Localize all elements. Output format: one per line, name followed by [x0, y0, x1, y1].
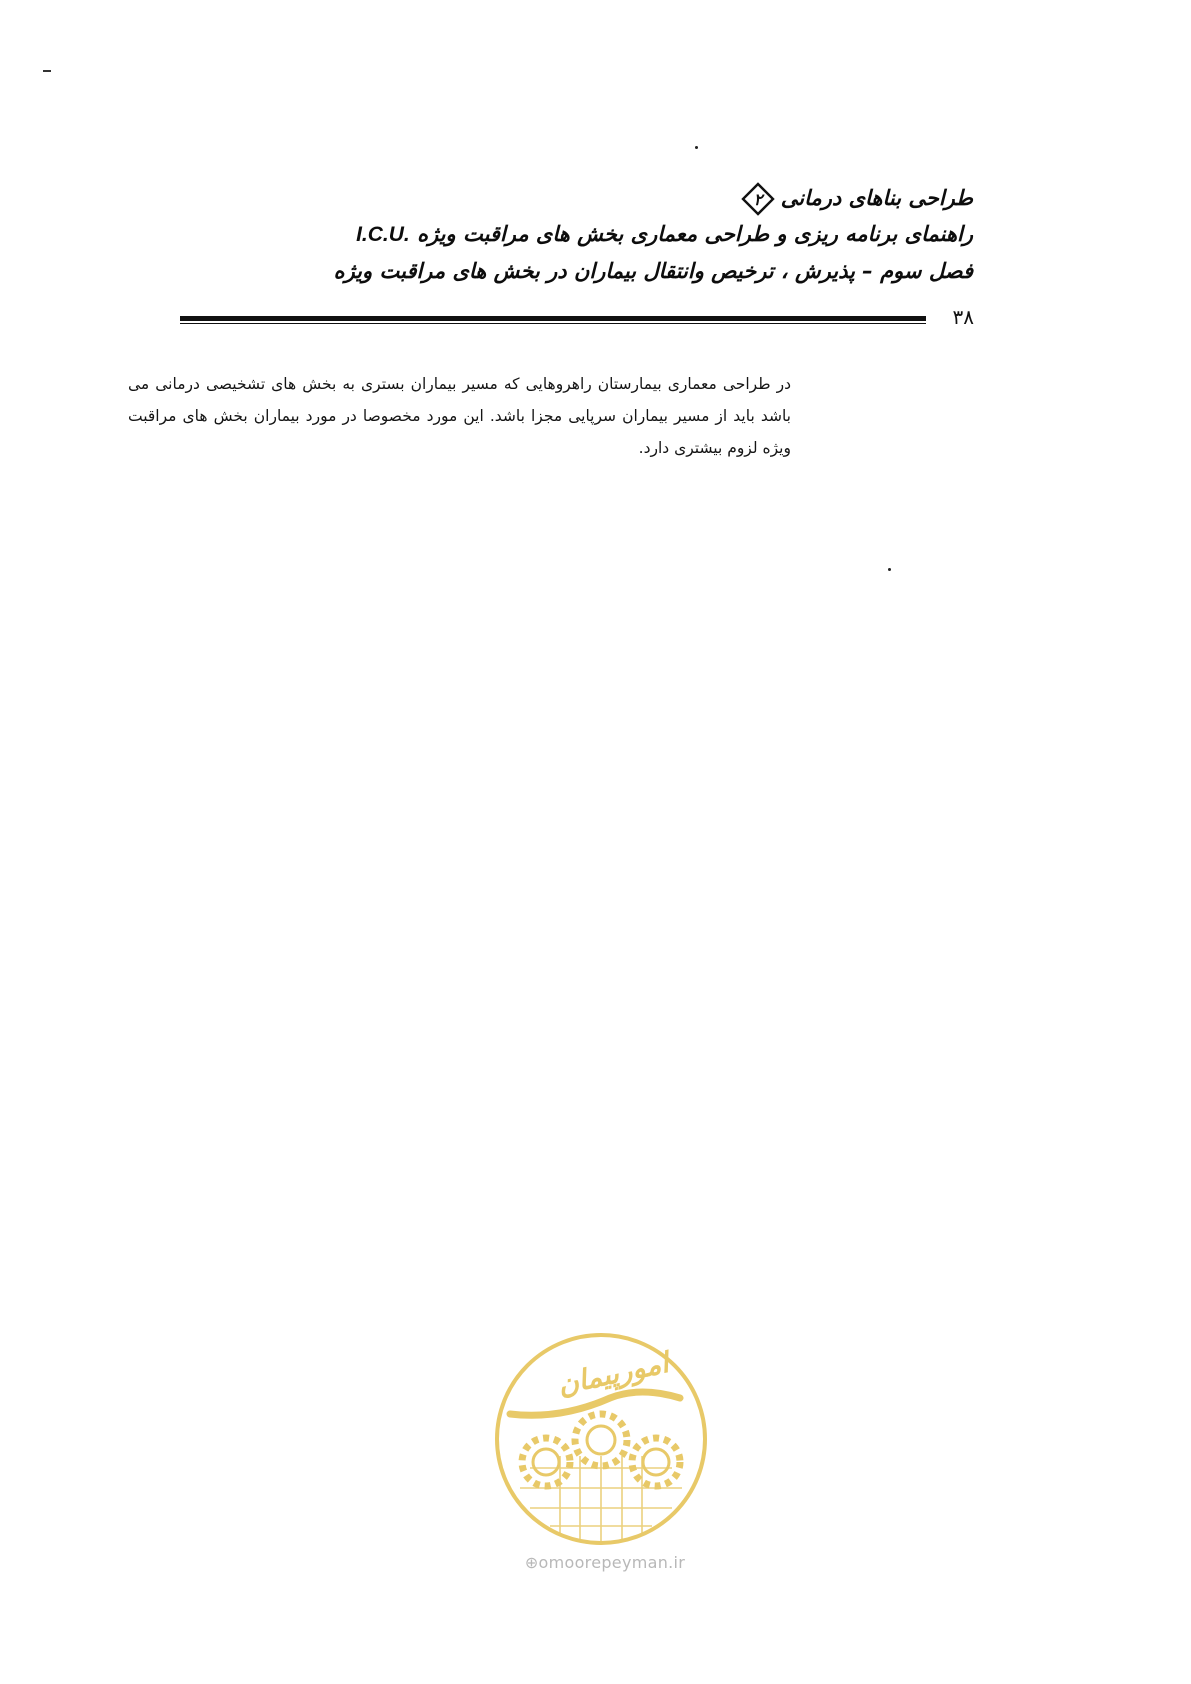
page-number: ۳۸	[952, 305, 974, 329]
series-number: ۲	[753, 190, 763, 209]
header-rule-thick	[180, 316, 926, 321]
body-paragraph: در طراحی معماری بیمارستان راهروهایی که مسیر بیماران بستری به بخش های تشخیصی درمانی می باشد باید از مسیر بیماران سرپایی مجزا باشد. این مورد مخصوصا در مورد بیماران بخش های مراقبت ویژه لزوم بیشتری دارد.	[128, 375, 791, 457]
subtitle-line	[213, 216, 973, 253]
header-rule-thin	[180, 323, 926, 324]
globe-icon: ⊕	[524, 1553, 539, 1572]
series-title-line	[213, 180, 973, 216]
subtitle-tag: I.C.U.	[356, 223, 410, 246]
scan-dot	[695, 146, 698, 149]
subtitle: راهنمای برنامه ریزی و طراحی معماری بخش های مراقبت ویژه	[417, 222, 973, 246]
watermark-url: ⊕omoorepeyman.ir	[524, 1553, 686, 1572]
watermark-logo-text: امورپیمان	[554, 1345, 672, 1402]
header-rule	[180, 316, 926, 324]
scan-dot	[888, 568, 891, 571]
watermark-logo	[490, 1328, 712, 1550]
series-title: طراحی بناهای درمانی	[780, 186, 973, 210]
running-header	[213, 180, 973, 289]
chapter-title: فصل سوم – پذیرش ، ترخیص وانتقال بیماران در بخش های مراقبت ویژه	[333, 259, 973, 283]
scan-mark	[43, 70, 51, 72]
series-number-badge	[741, 182, 775, 216]
